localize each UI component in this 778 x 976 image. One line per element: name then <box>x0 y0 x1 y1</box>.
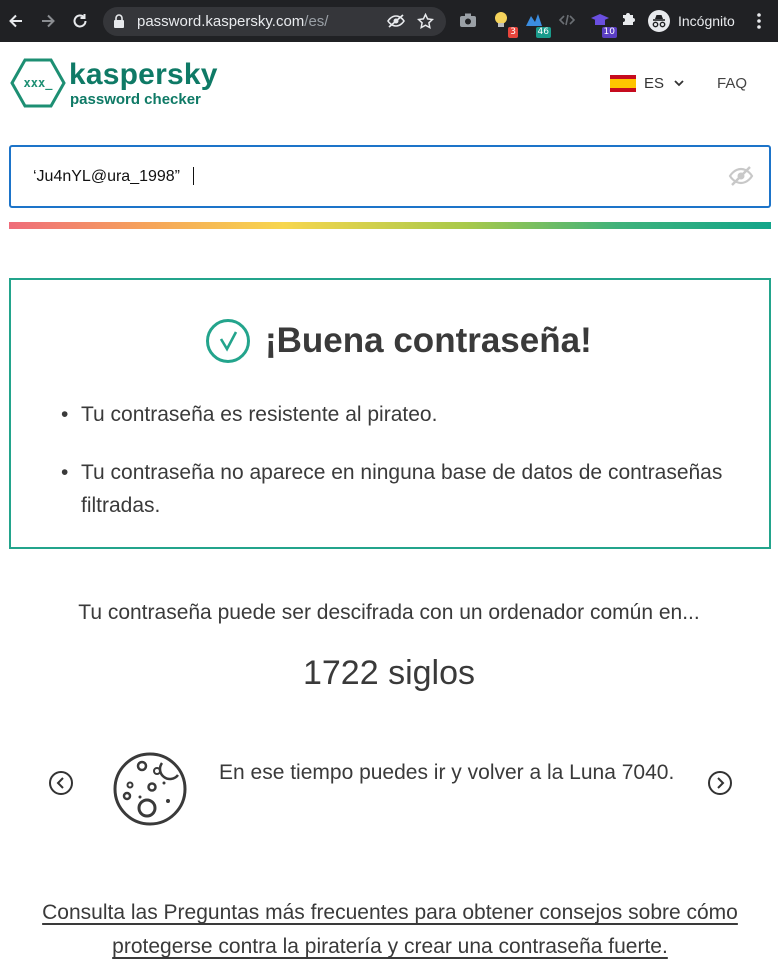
eye-off-icon[interactable] <box>387 13 405 29</box>
spain-flag-icon <box>610 75 636 92</box>
bullet: • <box>61 403 69 426</box>
check-circle-icon <box>205 318 251 364</box>
password-strength-bar <box>9 222 771 229</box>
reload-icon <box>71 12 89 30</box>
result-item-text: Tu contraseña no aparece en ninguna base de datos de contraseñas filtradas. <box>81 461 723 517</box>
puzzle-icon[interactable] <box>620 10 642 32</box>
crack-time-value: 1722 siglos <box>302 654 475 692</box>
eye-off-icon[interactable] <box>728 165 754 187</box>
profile-button[interactable] <box>648 10 735 32</box>
language-code: ES <box>644 75 665 92</box>
lock-icon <box>113 14 125 29</box>
password-field-container <box>9 145 771 208</box>
chevron-right-circle-icon[interactable] <box>707 770 733 796</box>
list-item <box>61 456 741 522</box>
password-input[interactable] <box>33 165 713 189</box>
text-cursor <box>193 167 194 185</box>
result-panel <box>9 278 771 549</box>
result-title: ¡Buena contraseña! <box>265 321 592 360</box>
brand-subtitle: password checker <box>70 91 201 108</box>
result-list <box>61 398 741 547</box>
result-item-text: Tu contraseña es resistente al pirateo. <box>81 403 438 426</box>
faq-link[interactable]: FAQ <box>717 75 748 92</box>
brand-name: kaspersky <box>69 58 218 91</box>
browser-toolbar <box>0 0 778 42</box>
incognito-icon <box>648 10 670 32</box>
comparison-text: En ese tiempo puedes ir y volver a la Luna 7040. <box>219 761 675 784</box>
list-item <box>61 398 741 431</box>
chevron-down-icon <box>674 80 684 87</box>
result-header <box>205 318 592 364</box>
star-icon[interactable] <box>417 13 434 30</box>
chart-extension-icon[interactable]: 46 <box>524 10 546 32</box>
back-button[interactable] <box>4 9 28 33</box>
lightbulb-extension-icon[interactable]: 3 <box>491 10 513 32</box>
bullet: • <box>61 461 69 484</box>
address-bar[interactable] <box>103 7 446 36</box>
camera-extension-icon[interactable] <box>458 10 480 32</box>
kaspersky-logo-icon[interactable] <box>10 58 66 108</box>
moon-icon <box>112 751 188 827</box>
arrow-right-icon <box>39 12 57 30</box>
chevron-left-circle-icon[interactable] <box>48 770 74 796</box>
graduation-extension-icon[interactable]: 10 <box>590 10 612 32</box>
faq-advice-link[interactable]: Consulta las Preguntas más frecuentes para obtener consejos sobre cómo protegerse contra la piratería y crear una contraseña fuerte. <box>42 901 738 958</box>
reload-button[interactable] <box>68 9 92 33</box>
profile-label: Incógnito <box>678 13 735 29</box>
svg-text:xxx_: xxx_ <box>23 76 53 90</box>
forward-button[interactable] <box>36 9 60 33</box>
arrow-left-icon <box>7 12 25 30</box>
more-vert-icon[interactable] <box>756 11 762 31</box>
url-text: password.kaspersky.com/es/ <box>137 13 329 30</box>
language-selector[interactable] <box>610 75 684 92</box>
crack-time-intro: Tu contraseña puede ser descifrada con un ordenador común en... <box>78 601 700 624</box>
code-extension-icon[interactable] <box>557 10 579 32</box>
